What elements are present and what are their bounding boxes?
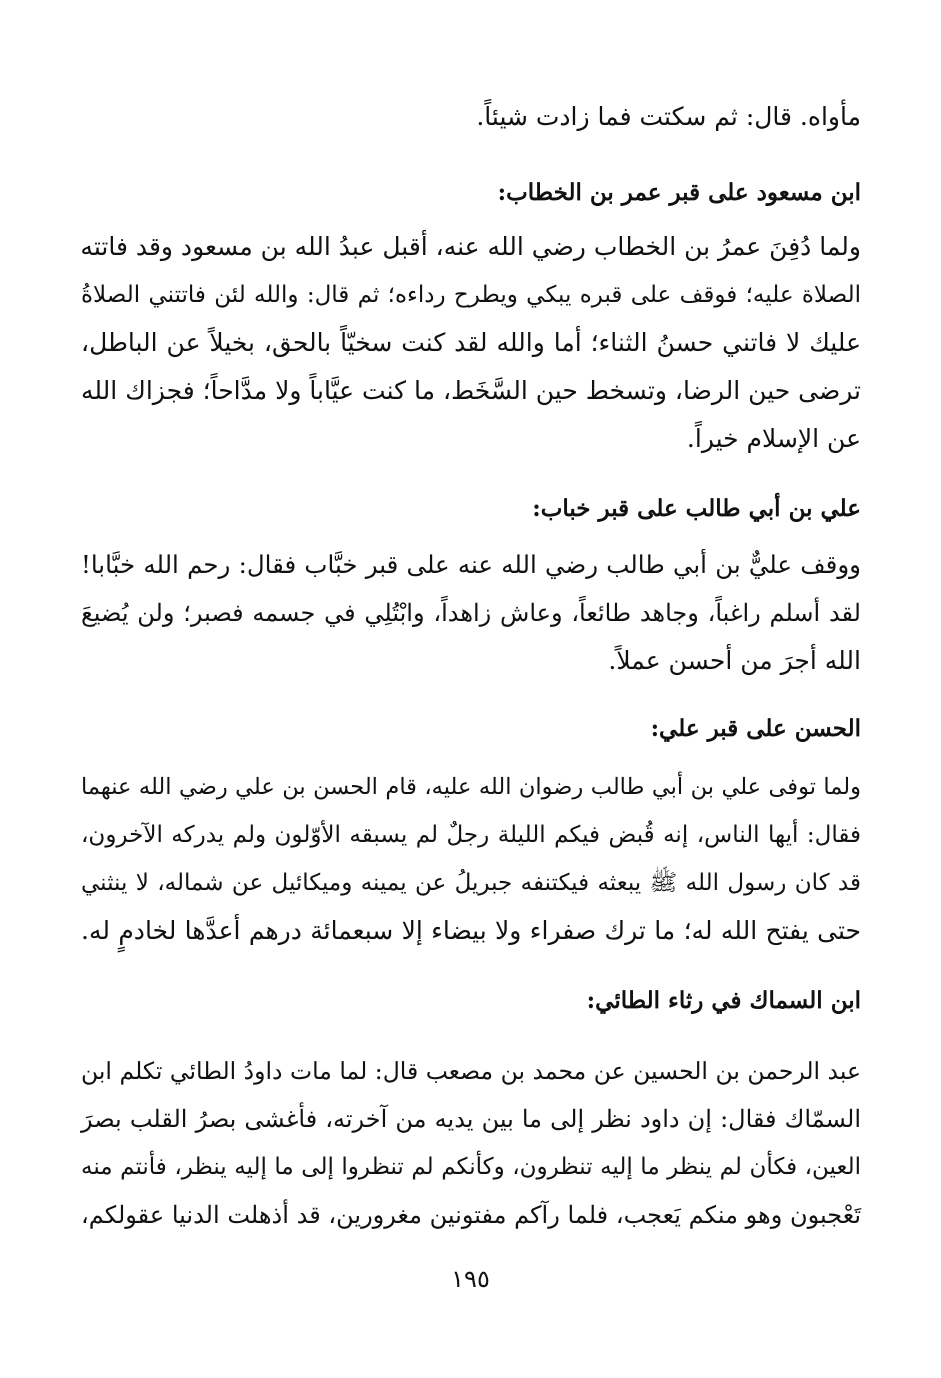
- section-2-line-3: الله أجرَ من أحسن عملاً.: [608, 646, 861, 675]
- section-1-line-5: عن الإسلام خيراً.: [686, 424, 861, 453]
- section-heading-2: علي بن أبي طالب على قبر خباب:: [532, 495, 861, 522]
- page-number: ١٩٥: [451, 1265, 490, 1293]
- section-4-line-4: تَعْجبون وهو منكم يَعجب، فلما رآكم مفتونين مغرورين، قد أذهلت الدنيا عقولكم،: [81, 1201, 861, 1229]
- section-4-line-3: العين، فكأن لم ينظر ما إليه تنظرون، وكأنكم لم تنظروا إلى ما إليه ينظر، فأنتم منه: [81, 1154, 861, 1180]
- section-1-line-4: ترضى حين الرضا، وتسخط حين السَّخَط، ما كنت عيَّاباً ولا مدَّاحاً؛ فجزاك الله: [81, 376, 861, 405]
- section-3-line-4: حتى يفتح الله له؛ ما ترك صفراء ولا بيضاء إلا سبعمائة درهم أعدَّها لخادمٍ له.: [81, 916, 861, 945]
- section-4-line-1: عبد الرحمن بن الحسين عن محمد بن مصعب قال: لما مات داودُ الطائي تكلم ابن: [81, 1057, 861, 1085]
- section-3-line-1: ولما توفى علي بن أبي طالب رضوان الله عليه، قام الحسن بن علي رضي الله عنهما: [81, 774, 861, 800]
- intro-line-1: مأواه. قال: ثم سكتت فما زادت شيئاً.: [476, 102, 861, 131]
- section-1-line-1: ولما دُفِنَ عمرُ بن الخطاب رضي الله عنه، أقبل عبدُ الله بن مسعود وقد فاتته: [80, 232, 861, 261]
- section-3-line-2: فقال: أيها الناس، إنه قُبض فيكم الليلة رجلٌ لم يسبقه الأوّلون ولم يدركه الآخرون،: [81, 822, 861, 848]
- section-2-line-1: ووقف عليٌّ بن أبي طالب رضي الله عنه على قبر خبَّاب فقال: رحم الله خبَّابا!: [81, 550, 861, 579]
- section-heading-4: ابن السماك في رثاء الطائي:: [586, 987, 861, 1014]
- section-2-line-2: لقد أسلم راغباً، وجاهد طائعاً، وعاش زاهداً، وابْتُلِي في جسمه فصبر؛ ولن يُضيعَ: [81, 599, 861, 627]
- section-heading-1: ابن مسعود على قبر عمر بن الخطاب:: [497, 179, 861, 206]
- section-heading-3: الحسن على قبر علي:: [650, 715, 861, 742]
- section-3-line-3: قد كان رسول الله ﷺ يبعثه فيكتنفه جبريلُ عن يمينه وميكائيل عن شماله، لا ينثني: [81, 870, 861, 896]
- section-1-line-3: عليك لا فاتني حسنُ الثناء؛ أما والله لقد كنت سخيّاً بالحق، بخيلاً عن الباطل،: [81, 328, 861, 357]
- section-1-line-2: الصلاة عليه؛ فوقف على قبره يبكي ويطرح رداءه؛ ثم قال: والله لئن فاتتني الصلاةُ: [81, 282, 861, 308]
- section-4-line-2: السمّاك فقال: إن داود نظر إلى ما بين يديه من آخرته، فأغشى بصرُ القلب بصرَ: [81, 1105, 861, 1133]
